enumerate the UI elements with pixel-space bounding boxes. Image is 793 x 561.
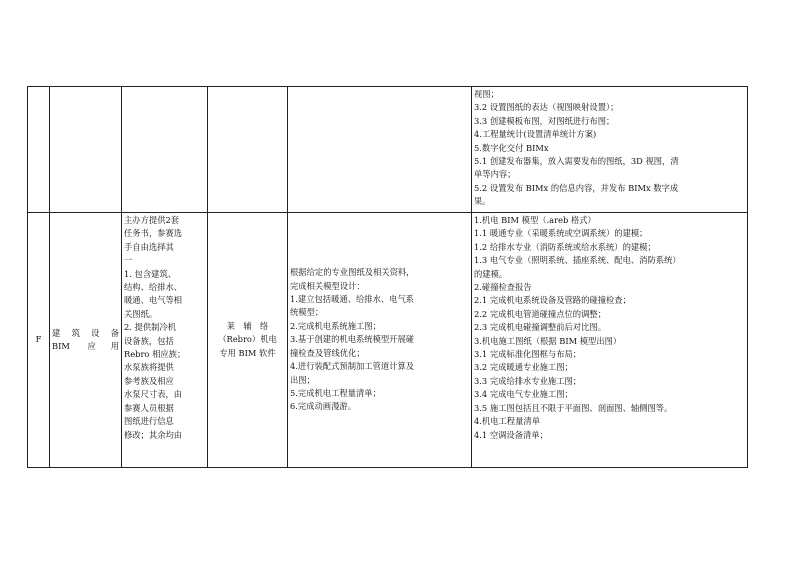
provider-line: 暖通、电气等相 bbox=[124, 295, 183, 306]
cell-result-requirements bbox=[472, 213, 748, 468]
result-continuation-line: 单等内容； bbox=[474, 169, 516, 180]
provider-line: 修改；其余均由 bbox=[124, 429, 183, 440]
result-continuation-line: 3.2 设置图纸的表达（视图映射设置）； bbox=[474, 102, 619, 113]
result-line: 2.2 完成机电管道碰撞点位的调整； bbox=[474, 308, 606, 319]
result-line: 1.机电 BIM 模型（.areb 格式） bbox=[474, 215, 596, 225]
cell-task-empty bbox=[288, 87, 472, 213]
software-line: 莱 辅 络 bbox=[226, 320, 269, 331]
cell-task-content bbox=[288, 213, 472, 468]
provider-line: 1. 包含建筑、 bbox=[124, 268, 177, 279]
result-line: 3.2 完成暖通专业施工图； bbox=[474, 362, 573, 373]
competition-table bbox=[27, 86, 748, 468]
provider-line: 一 bbox=[124, 255, 133, 266]
provider-line: 参赛人员根据 bbox=[124, 402, 174, 413]
cell-provider-materials bbox=[122, 213, 208, 468]
task-line: 3.基于创建的机电系统模型开展碰 bbox=[290, 334, 415, 345]
software-line: （Rebro）机电 bbox=[218, 334, 277, 345]
task-line: 6.完成动画漫游。 bbox=[290, 401, 356, 412]
result-continuation-line: 3.3 创建模板布图，对图纸进行布图； bbox=[474, 115, 615, 126]
task-line: 撞检查及管线优化； bbox=[290, 347, 365, 358]
result-line: 3.5 施工图包括且不限于平面图、剖面图、轴侧图等。 bbox=[474, 402, 673, 413]
result-line: 4.机电工程量清单 bbox=[474, 416, 540, 427]
task-line: 出图； bbox=[290, 374, 315, 385]
cell-code-empty bbox=[28, 87, 50, 213]
provider-line: Rebro 相应族； bbox=[124, 349, 186, 360]
task-line: 统模型； bbox=[290, 307, 324, 318]
result-line: 的建模。 bbox=[474, 268, 508, 279]
provider-line: 任务书，参赛选 bbox=[124, 228, 183, 239]
provider-line: 2. 提供制冷机 bbox=[124, 322, 177, 333]
result-line: 1.1 暖通专业（采暖系统或空调系统）的建模； bbox=[474, 228, 648, 239]
task-line: 根据给定的专业图纸及相关资料， bbox=[290, 267, 415, 278]
cell-project-name bbox=[50, 213, 122, 468]
task-line: 5.完成机电工程量清单； bbox=[290, 387, 381, 398]
task-line: 完成相关模型设计： bbox=[290, 280, 365, 291]
cell-software-empty bbox=[208, 87, 288, 213]
result-continuation-line: 果。 bbox=[474, 196, 491, 207]
provider-line: 参考族及相应 bbox=[124, 375, 174, 386]
result-continuation-line: 5.数字化交付 BIMx bbox=[474, 142, 549, 153]
table-row-f bbox=[28, 213, 748, 468]
cell-name-empty bbox=[50, 87, 122, 213]
result-continuation-line: 4.工程量统计(设置清单统计方案) bbox=[474, 129, 597, 140]
result-line: 1.2 给排水专业（消防系统或给水系统）的建模； bbox=[474, 241, 656, 252]
cell-result-continuation bbox=[472, 87, 748, 213]
cell-software bbox=[208, 213, 288, 468]
result-continuation-line: 视图； bbox=[474, 89, 499, 99]
table-row-continuation bbox=[28, 87, 748, 213]
task-line: 4.进行装配式预制加工管道计算及 bbox=[290, 361, 415, 372]
result-line: 4.1 空调设备清单； bbox=[474, 429, 548, 440]
provider-line: 设备族，包括 bbox=[124, 335, 174, 346]
result-line: 2.3 完成机电碰撞调整前后对比图。 bbox=[474, 322, 606, 333]
software-line: 专用 BIM 软件 bbox=[219, 347, 276, 358]
provider-line: 手自由选择其 bbox=[124, 241, 174, 252]
provider-line: 主办方提供2套 bbox=[124, 215, 180, 225]
result-continuation-line: 5.1 创建发布器集，放入需要发布的图纸，3D 视图，清 bbox=[474, 156, 679, 167]
provider-line: 水泵尺寸表，由 bbox=[124, 389, 183, 400]
task-line: 1.建立包括暖通、给排水、电气系 bbox=[290, 294, 415, 305]
project-name-line: BIM 应用 bbox=[52, 341, 119, 351]
cell-code: F bbox=[28, 213, 50, 468]
project-name-line: 建筑设备 bbox=[52, 327, 119, 338]
result-line: 2.1 完成机电系统设备及管路的碰撞检查； bbox=[474, 295, 631, 306]
task-line: 2.完成机电系统施工图； bbox=[290, 320, 381, 331]
result-line: 3.1 完成标准化图框与布局； bbox=[474, 349, 582, 360]
cell-provider-empty bbox=[122, 87, 208, 213]
result-continuation-line: 5.2 设置发布 BIMx 的信息内容，并发布 BIMx 数字成 bbox=[474, 182, 679, 193]
provider-line: 关图纸。 bbox=[124, 308, 158, 319]
provider-line: 结构、给排水、 bbox=[124, 282, 183, 293]
provider-line: 水泵族将提供 bbox=[124, 362, 174, 373]
result-line: 3.4 完成电气专业施工图； bbox=[474, 389, 573, 400]
result-line: 1.3 电气专业（照明系统、插座系统、配电、消防系统） bbox=[474, 255, 681, 266]
result-line: 3.3 完成给排水专业施工图； bbox=[474, 375, 582, 386]
provider-line: 图纸进行信息 bbox=[124, 416, 174, 427]
result-line: 3.机电施工图纸（根据 BIM 模型出图） bbox=[474, 335, 622, 346]
result-line: 2.碰撞检查报告 bbox=[474, 282, 532, 293]
